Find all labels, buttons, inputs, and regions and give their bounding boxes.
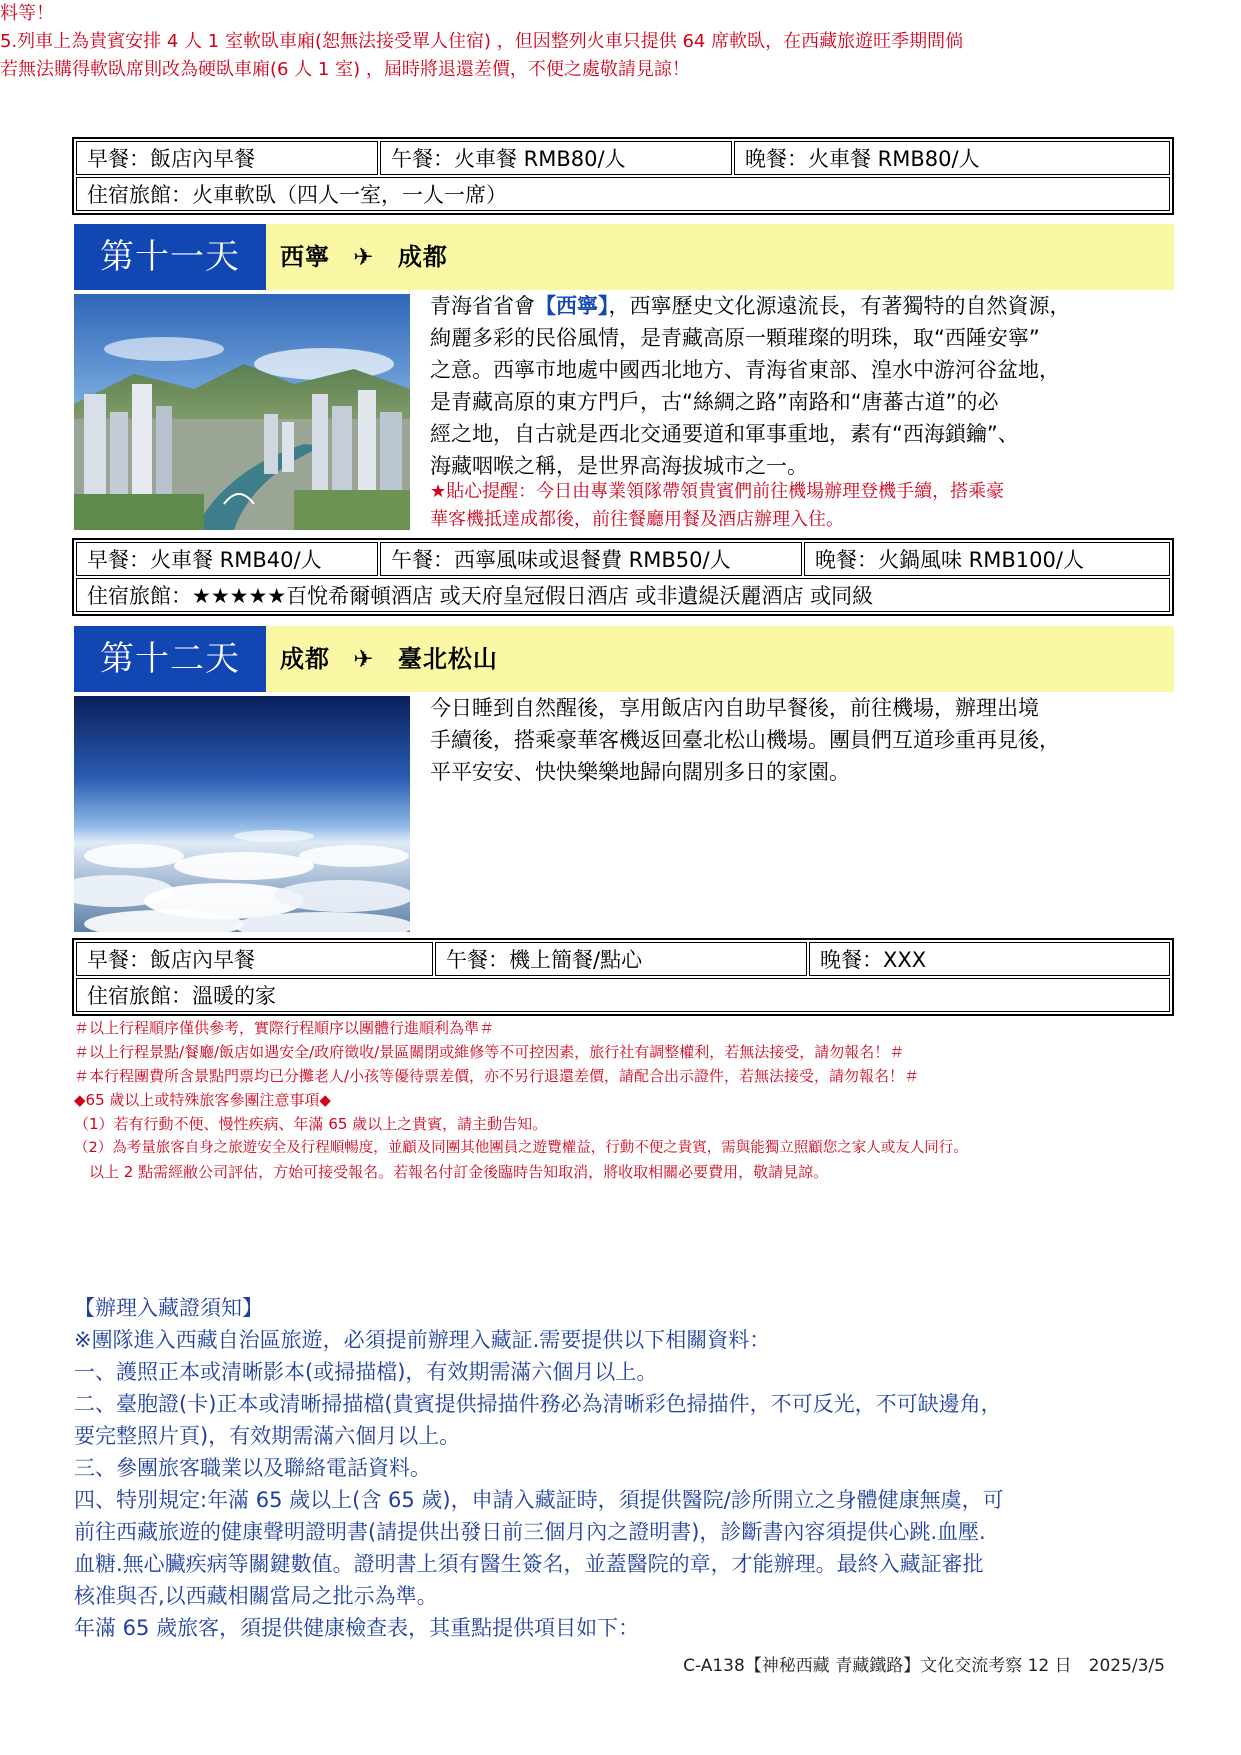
hotel-cell: 住宿旅館：火車軟臥（四人一室，一人一席） — [76, 177, 1170, 211]
route-from: 成都 — [280, 645, 330, 673]
fine-line: ＃以上行程景點/餐廳/飯店如遇安全/政府徵收/景區關閉或維修等不可控因素，旅行社有調整權利，若無法接受，請勿報名！＃ — [74, 1043, 905, 1061]
reminder-line: ★貼心提醒：今日由專業領隊帶領貴賓們前往機場辦理登機手續，搭乘豪 — [430, 481, 1005, 502]
note-line: 5.列車上為貴賓安排 4 人 1 室軟臥車廂(恕無法接受單人住宿) ，但因整列火車只提供 64 席軟臥，在西藏旅遊旺季期間倘 — [0, 31, 964, 52]
para-line: 海藏咽喉之稱，是世界高海拔城市之一。 — [430, 454, 808, 478]
day12-meal-table — [72, 938, 1174, 1016]
xining-city-photo — [74, 294, 410, 530]
notice-line: 血糖.無心臟疾病等關鍵數值。證明書上須有醫生簽名，並蓋醫院的章，才能辦理。最終入藏証審批 — [74, 1552, 984, 1576]
notice-heading: 【辦理入藏證須知】 — [74, 1296, 263, 1320]
para-line — [430, 290, 1175, 322]
city-highlight: 【西寧】 — [535, 294, 609, 318]
fine-line: （2）為考量旅客自身之旅遊安全及行程順暢度，並顧及同團其他團員之遊覽權益，行動不便之貴賓，需與能獨立照顧您之家人或友人同行。 — [74, 1140, 968, 1156]
breakfast-cell: 早餐：飯店內早餐 — [76, 141, 378, 175]
dinner-cell: 晚餐：火鍋風味 RMB100/人 — [804, 542, 1170, 576]
route-to: 成都 — [397, 243, 448, 271]
reminder-line: 華客機抵達成都後，前往餐廳用餐及酒店辦理入住。 — [430, 509, 844, 530]
dinner-cell: 晚餐：XXX — [809, 942, 1170, 976]
notice-line: ※團隊進入西藏自治區旅遊，必須提前辦理入藏証.需要提供以下相關資料： — [74, 1328, 771, 1352]
para-text: ，西寧歷史文化源遠流長，有著獨特的自然資源， — [608, 294, 1071, 318]
day-route — [280, 224, 448, 290]
fine-line: ◆65 歲以上或特殊旅客參團注意事項◆ — [74, 1091, 331, 1109]
note-line: 料等！ — [0, 3, 54, 24]
sky-clouds-photo — [74, 696, 410, 932]
fine-line: 以上 2 點需經敝公司評估，方始可接受報名。若報名付訂金後臨時告知取消，將收取相關必要費用，敬請見諒。 — [74, 1163, 829, 1181]
day-label: 第十一天 — [74, 224, 266, 290]
day11-reminder — [430, 478, 1175, 534]
fine-line: （1）若有行動不便、慢性疾病、年滿 65 歲以上之貴賓，請主動告知。 — [74, 1115, 548, 1133]
route-from: 西寧 — [280, 243, 330, 271]
lunch-cell: 午餐：機上簡餐/點心 — [435, 942, 807, 976]
fine-print — [74, 1016, 1184, 1184]
notice-line: 要完整照片頁)，有效期需滿六個月以上。 — [74, 1424, 461, 1448]
notice-line: 前往西藏旅遊的健康聲明證明書(請提供出發日前三個月內之證明書)，診斷書內容須提供心跳.血壓. — [74, 1520, 986, 1544]
notice-line: 年滿 65 歲旅客，須提供健康檢查表，其重點提供項目如下： — [74, 1616, 640, 1640]
day11-meal-table — [72, 538, 1174, 616]
note-line: 若無法購得軟臥席則改為硬臥車廂(6 人 1 室) ，屆時將退還差價，不便之處敬請見諒！ — [0, 59, 690, 80]
hotel-cell: 住宿旅館：溫暖的家 — [76, 978, 1170, 1012]
hotel-cell: 住宿旅館：★★★★★百悅希爾頓酒店 或天府皇冠假日酒店 或非遺緹沃麗酒店 或同級 — [76, 578, 1170, 612]
fine-line: ＃以上行程順序僅供參考，實際行程順序以團體行進順利為準＃ — [74, 1019, 495, 1037]
para-line: 平平安安、快快樂樂地歸向闊別多日的家園。 — [430, 760, 850, 784]
day11-banner — [74, 224, 1174, 290]
para-line: 是青藏高原的東方門戶，古“絲綢之路”南路和“唐蕃古道”的必 — [430, 390, 999, 414]
notice-line: 四、特別規定:年滿 65 歲以上(含 65 歲)，申請入藏証時，須提供醫院/診所開立之身體健康無虞，可 — [74, 1488, 1004, 1512]
top-notes — [0, 0, 1100, 84]
lunch-cell: 午餐：火車餐 RMB80/人 — [380, 141, 732, 175]
day-label: 第十二天 — [74, 626, 266, 692]
day12-banner — [74, 626, 1174, 692]
para-text: 青海省省會 — [430, 294, 535, 318]
para-line: 手續後，搭乘豪華客機返回臺北松山機場。團員們互道珍重再見後， — [430, 728, 1060, 752]
day12-description — [430, 692, 1175, 788]
notice-line: 一、護照正本或清晰影本(或掃描檔)，有效期需滿六個月以上。 — [74, 1360, 658, 1384]
route-to: 臺北松山 — [397, 645, 498, 673]
notice-line: 三、參團旅客職業以及聯絡電話資料。 — [74, 1456, 431, 1480]
para-line: 今日睡到自然醒後，享用飯店內自助早餐後，前往機場，辦理出境 — [430, 696, 1039, 720]
plane-icon: ✈ — [353, 645, 375, 673]
notice-line: 二、臺胞證(卡)正本或清晰掃描檔(貴賓提供掃描件務必為清晰彩色掃描件，不可反光，不可缺邊角， — [74, 1392, 1002, 1416]
day-route — [280, 626, 498, 692]
plane-icon: ✈ — [353, 243, 375, 271]
para-line: 絢麗多彩的民俗風情，是青藏高原一顆璀璨的明珠，取“西陲安寧” — [430, 326, 1040, 350]
day11-description — [430, 290, 1175, 482]
day10-meal-table — [72, 137, 1174, 215]
page-footer: C-A138【神秘西藏 青藏鐵路】文化交流考察 12 日 2025/3/5 — [683, 1656, 1165, 1676]
notice-line: 核准與否,以西藏相關當局之批示為準。 — [74, 1584, 438, 1608]
breakfast-cell: 早餐：火車餐 RMB40/人 — [76, 542, 378, 576]
lunch-cell: 午餐：西寧風味或退餐費 RMB50/人 — [380, 542, 802, 576]
dinner-cell: 晚餐：火車餐 RMB80/人 — [734, 141, 1170, 175]
breakfast-cell: 早餐：飯店內早餐 — [76, 942, 433, 976]
tibet-permit-notice — [74, 1292, 1174, 1644]
fine-line: ＃本行程團費所含景點門票均已分攤老人/小孩等優待票差價，亦不另行退還差價，請配合出示證件，若無法接受，請勿報名！＃ — [74, 1067, 920, 1085]
para-line: 經之地，自古就是西北交通要道和軍事重地，素有“西海鎖鑰”、 — [430, 422, 1019, 446]
para-line: 之意。西寧市地處中國西北地方、青海省東部、湟水中游河谷盆地， — [430, 358, 1060, 382]
